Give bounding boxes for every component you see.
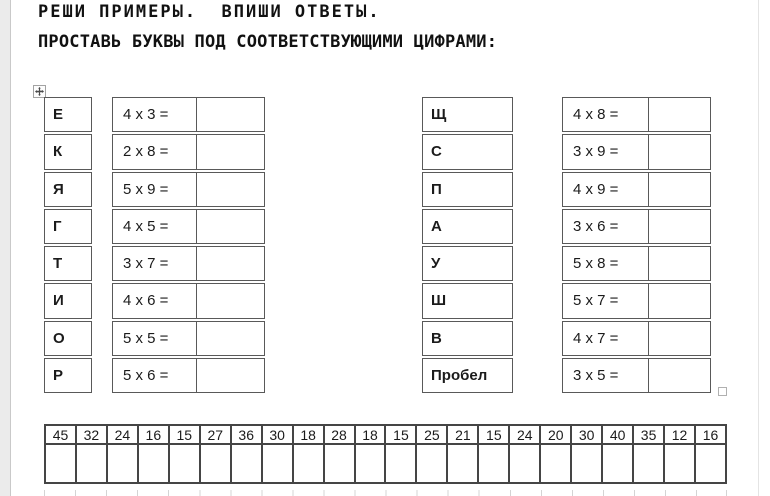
letter-answer-cell[interactable] bbox=[76, 444, 107, 483]
example-row bbox=[112, 283, 265, 318]
example-row bbox=[112, 321, 265, 356]
letter-answer-cell[interactable] bbox=[385, 444, 416, 483]
number-cell: 25 bbox=[416, 425, 447, 444]
letter-cell: К bbox=[44, 134, 92, 169]
letter-cell: Ш bbox=[422, 283, 513, 318]
letter-answer-cell[interactable] bbox=[355, 444, 386, 483]
letter-answer-cell[interactable] bbox=[293, 444, 324, 483]
problem-cell: 5 x 5 = bbox=[113, 322, 197, 355]
problem-cell: 3 x 7 = bbox=[113, 247, 197, 280]
answer-cell[interactable] bbox=[649, 210, 710, 243]
problem-cell: 2 x 8 = bbox=[113, 135, 197, 168]
number-cell: 18 bbox=[293, 425, 324, 444]
letter-answer-cell[interactable] bbox=[45, 444, 76, 483]
problem-cell: 4 x 5 = bbox=[113, 210, 197, 243]
right-examples-table bbox=[562, 97, 711, 393]
problem-cell: 5 x 8 = bbox=[563, 247, 649, 280]
example-row bbox=[562, 97, 711, 132]
example-row bbox=[562, 209, 711, 244]
problem-cell: 5 x 6 = bbox=[113, 359, 197, 392]
answer-cell[interactable] bbox=[197, 135, 264, 168]
letter-answer-cell[interactable] bbox=[509, 444, 540, 483]
problem-cell: 4 x 9 = bbox=[563, 173, 649, 206]
letter-cell: А bbox=[422, 209, 513, 244]
letter-answer-cell[interactable] bbox=[138, 444, 169, 483]
next-row-sliver bbox=[44, 490, 727, 496]
letter-answer-cell[interactable] bbox=[169, 444, 200, 483]
example-row bbox=[562, 172, 711, 207]
number-cell: 32 bbox=[76, 425, 107, 444]
problem-cell: 4 x 3 = bbox=[113, 98, 197, 131]
answer-cell[interactable] bbox=[649, 98, 710, 131]
right-letter-table bbox=[422, 97, 513, 393]
letter-cell: Т bbox=[44, 246, 92, 281]
problem-cell: 3 x 6 = bbox=[563, 210, 649, 243]
number-cell: 15 bbox=[478, 425, 509, 444]
number-cell: 30 bbox=[571, 425, 602, 444]
number-cell: 21 bbox=[447, 425, 478, 444]
letter-cell: Г bbox=[44, 209, 92, 244]
number-cell: 20 bbox=[540, 425, 571, 444]
number-cell: 35 bbox=[633, 425, 664, 444]
answer-cell[interactable] bbox=[197, 210, 264, 243]
answer-cell[interactable] bbox=[649, 322, 710, 355]
number-cell: 28 bbox=[324, 425, 355, 444]
letter-cell: П bbox=[422, 172, 513, 207]
answer-cell[interactable] bbox=[197, 284, 264, 317]
decoder-letter-row bbox=[45, 444, 726, 483]
number-cell: 15 bbox=[385, 425, 416, 444]
table-move-icon bbox=[35, 83, 44, 101]
decoder-strip-table bbox=[44, 424, 727, 484]
letter-answer-cell[interactable] bbox=[540, 444, 571, 483]
answer-cell[interactable] bbox=[649, 135, 710, 168]
letter-cell: Я bbox=[44, 172, 92, 207]
number-cell: 24 bbox=[509, 425, 540, 444]
answer-cell[interactable] bbox=[649, 284, 710, 317]
number-cell: 40 bbox=[602, 425, 633, 444]
problem-cell: 3 x 9 = bbox=[563, 135, 649, 168]
example-row bbox=[112, 172, 265, 207]
example-row bbox=[112, 97, 265, 132]
letter-answer-cell[interactable] bbox=[695, 444, 726, 483]
example-row bbox=[562, 283, 711, 318]
answer-cell[interactable] bbox=[197, 173, 264, 206]
letter-answer-cell[interactable] bbox=[478, 444, 509, 483]
letter-answer-cell[interactable] bbox=[664, 444, 695, 483]
example-row bbox=[562, 246, 711, 281]
worksheet-title-line2: ПРОСТАВЬ БУКВЫ ПОД СООТВЕТСТВУЮЩИМИ ЦИФРАМИ: bbox=[38, 32, 498, 52]
example-row bbox=[112, 246, 265, 281]
letter-answer-cell[interactable] bbox=[447, 444, 478, 483]
problem-cell: 3 x 5 = bbox=[563, 359, 649, 392]
letter-answer-cell[interactable] bbox=[231, 444, 262, 483]
letter-cell: О bbox=[44, 321, 92, 356]
example-row bbox=[112, 209, 265, 244]
answer-cell[interactable] bbox=[649, 359, 710, 392]
letter-answer-cell[interactable] bbox=[602, 444, 633, 483]
letter-answer-cell[interactable] bbox=[633, 444, 664, 483]
answer-cell[interactable] bbox=[197, 322, 264, 355]
letter-answer-cell[interactable] bbox=[107, 444, 138, 483]
letter-cell: У bbox=[422, 246, 513, 281]
letter-cell: Пробел bbox=[422, 358, 513, 393]
answer-cell[interactable] bbox=[649, 173, 710, 206]
number-cell: 45 bbox=[45, 425, 76, 444]
answer-cell[interactable] bbox=[649, 247, 710, 280]
problem-cell: 4 x 6 = bbox=[113, 284, 197, 317]
problem-cell: 5 x 9 = bbox=[113, 173, 197, 206]
number-cell: 15 bbox=[169, 425, 200, 444]
letter-answer-cell[interactable] bbox=[416, 444, 447, 483]
problem-cell: 4 x 8 = bbox=[563, 98, 649, 131]
letter-answer-cell[interactable] bbox=[571, 444, 602, 483]
problem-cell: 5 x 7 = bbox=[563, 284, 649, 317]
page-right-edge bbox=[758, 0, 759, 496]
problem-cell: 4 x 7 = bbox=[563, 322, 649, 355]
letter-cell: В bbox=[422, 321, 513, 356]
letter-answer-cell[interactable] bbox=[262, 444, 293, 483]
letter-answer-cell[interactable] bbox=[200, 444, 231, 483]
number-cell: 12 bbox=[664, 425, 695, 444]
letter-cell: Е bbox=[44, 97, 92, 132]
example-row bbox=[112, 358, 265, 393]
left-letter-table bbox=[44, 97, 92, 393]
letter-cell: И bbox=[44, 283, 92, 318]
answer-cell[interactable] bbox=[197, 247, 264, 280]
letter-cell: Щ bbox=[422, 97, 513, 132]
number-cell: 16 bbox=[138, 425, 169, 444]
letter-answer-cell[interactable] bbox=[324, 444, 355, 483]
page-left-margin bbox=[0, 0, 11, 496]
number-cell: 30 bbox=[262, 425, 293, 444]
letter-cell: С bbox=[422, 134, 513, 169]
number-cell: 27 bbox=[200, 425, 231, 444]
example-row bbox=[562, 134, 711, 169]
answer-cell[interactable] bbox=[197, 98, 264, 131]
example-row bbox=[562, 321, 711, 356]
example-row bbox=[112, 134, 265, 169]
number-cell: 24 bbox=[107, 425, 138, 444]
table-resize-icon[interactable] bbox=[718, 387, 727, 396]
worksheet-title-line1: РЕШИ ПРИМЕРЫ. ВПИШИ ОТВЕТЫ. bbox=[38, 2, 381, 22]
number-cell: 18 bbox=[355, 425, 386, 444]
answer-cell[interactable] bbox=[197, 359, 264, 392]
left-examples-table bbox=[112, 97, 265, 393]
example-row bbox=[562, 358, 711, 393]
number-cell: 16 bbox=[695, 425, 726, 444]
letter-cell: Р bbox=[44, 358, 92, 393]
number-cell: 36 bbox=[231, 425, 262, 444]
decoder-number-row bbox=[45, 425, 726, 444]
